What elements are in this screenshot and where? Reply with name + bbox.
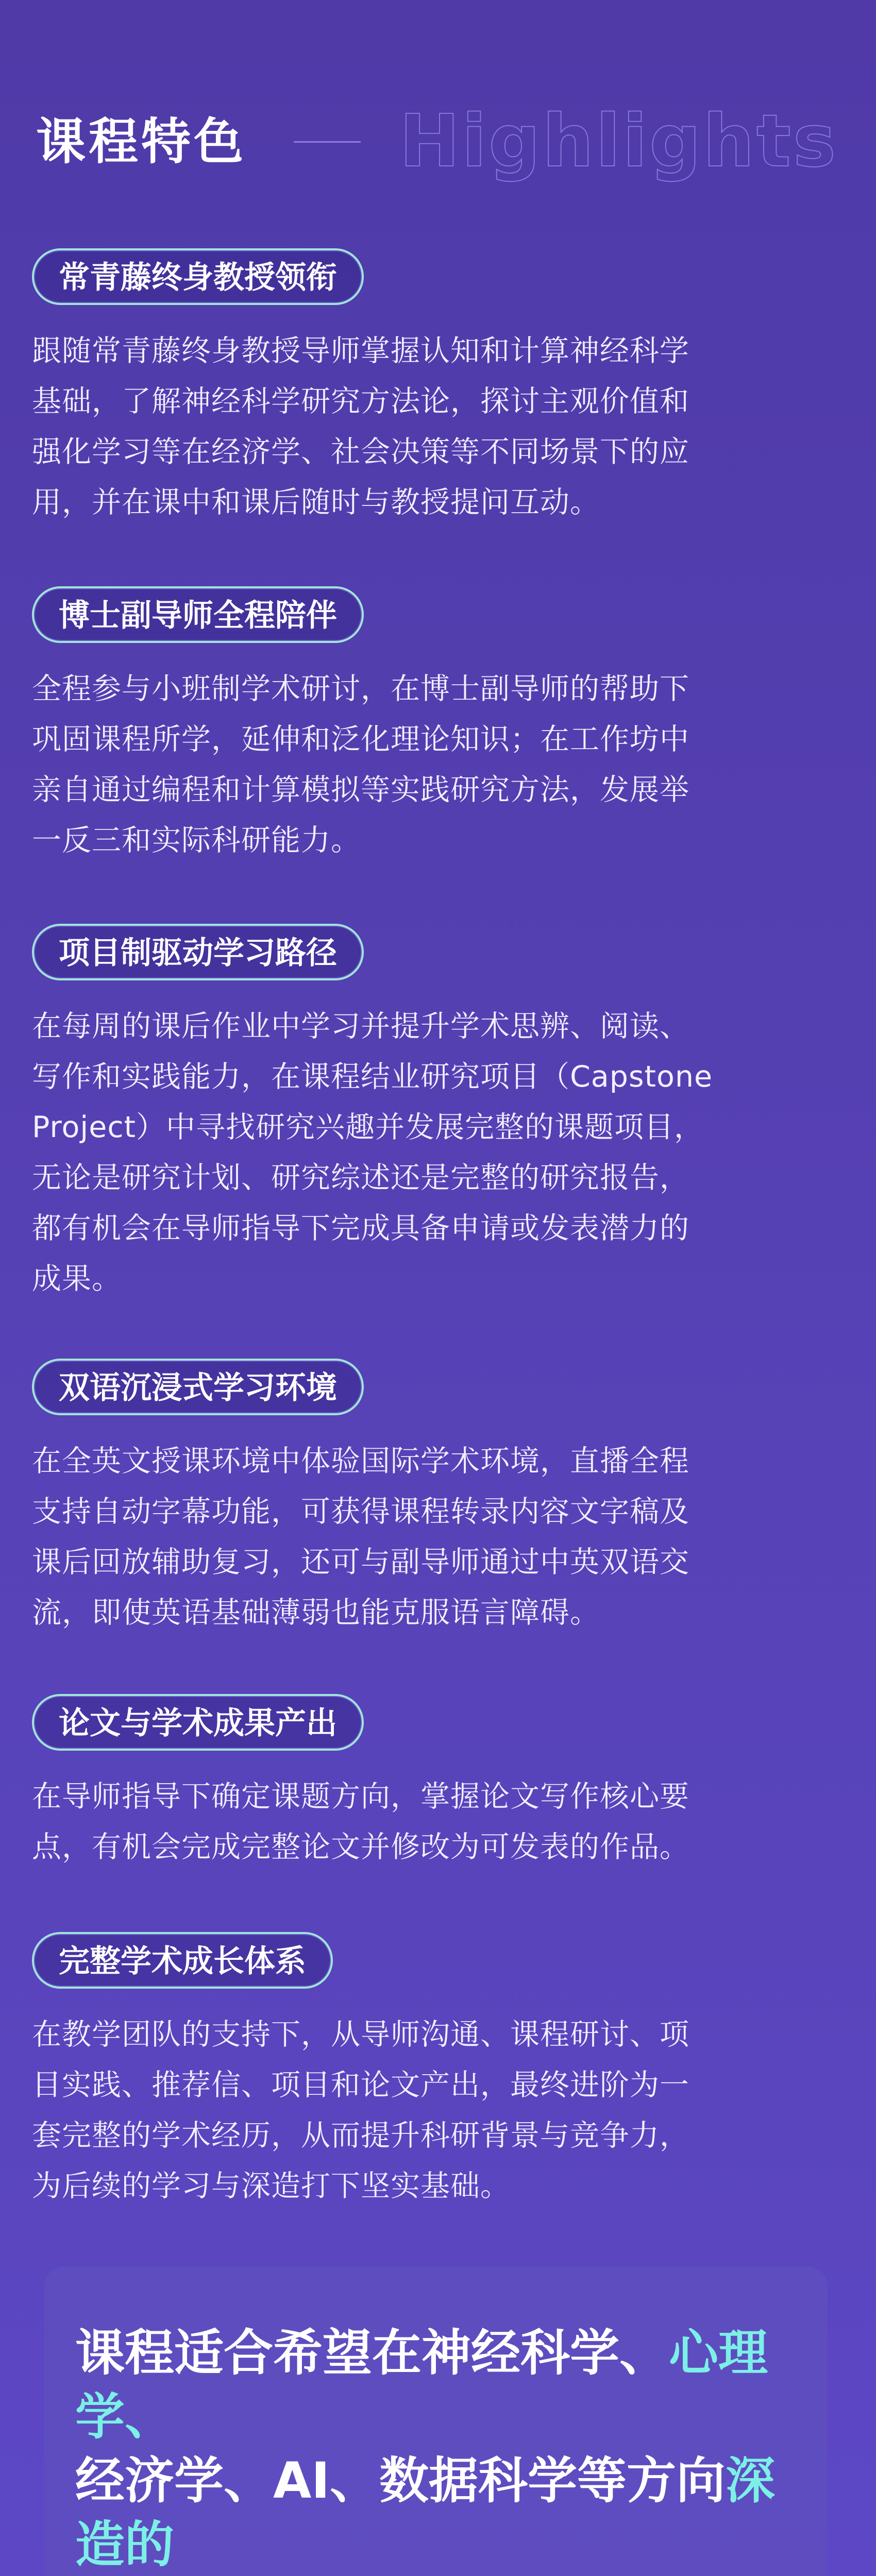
feature-description: 跟随常青藤终身教授导师掌握认知和计算神经科学 基础，了解神经科学研究方法论，探讨主观价值和 强化学习等在经济学、社会决策等不同场景下的应 用，并在课中和课后随时与教授提问互动。 xyxy=(32,334,689,519)
feature-paper-output xyxy=(32,1694,846,1872)
feature-description: 在全英文授课环境中体验国际学术环境，直播全程 支持自动字幕功能，可获得课程转录内容文字稿及 课后回放辅助复习，还可与副导师通过中英双语交 流，即使英语基础薄弱也能克服语言障碍。 xyxy=(32,1444,689,1630)
feature-label: 博士副导师全程陪伴 xyxy=(32,586,364,643)
feature-project-driven xyxy=(32,924,846,1304)
audience-card xyxy=(44,2267,828,2576)
feature-label: 双语沉浸式学习环境 xyxy=(32,1359,364,1415)
feature-description: 在导师指导下确定课题方向，掌握论文写作核心要 点，有机会完成完整论文并修改为可发表的作品。 xyxy=(32,1780,689,1864)
title-divider xyxy=(294,141,361,143)
page-title: 课程特色 xyxy=(36,113,246,171)
section-header xyxy=(36,99,840,183)
feature-description: 全程参与小班制学术研讨，在博士副导师的帮助下 巩固课程所学，延伸和泛化理论知识；在工作坊中 亲自通过编程和计算模拟等实践研究方法，发展举 一反三和实际科研能力。 xyxy=(32,672,689,857)
feature-phd-mentor xyxy=(32,586,846,866)
feature-professor xyxy=(32,248,846,528)
feature-label: 常青藤终身教授领衔 xyxy=(32,248,364,305)
feature-description: 在每周的课后作业中学习并提升学术思辨、阅读、 写作和实践能力，在课程结业研究项目（Capstone Project）中寻找研究兴趣并发展完整的课题项目， 无论是研究计划、研究综述还是完整的研究报告， 都有机会在导师指导下完成具备申请或发表潜力的 成果。 xyxy=(32,1009,713,1296)
page-title-english: Highlights xyxy=(399,99,838,183)
feature-bilingual xyxy=(32,1359,846,1638)
feature-description: 在教学团队的支持下，从导师沟通、课程研讨、项 目实践、推荐信、项目和论文产出，最终进阶为一 套完整的学术经历，从而提升科研背景与竞争力， 为后续的学习与深造打下坚实基础。 xyxy=(32,2018,689,2203)
feature-growth-system xyxy=(32,1932,846,2211)
audience-heading: 课程适合希望在神经科学、心理学、 经济学、AI、数据科学等方向深造的 xyxy=(75,2324,776,2573)
feature-label: 论文与学术成果产出 xyxy=(32,1694,364,1751)
feature-label: 项目制驱动学习路径 xyxy=(32,924,364,980)
feature-label: 完整学术成长体系 xyxy=(32,1932,333,1989)
